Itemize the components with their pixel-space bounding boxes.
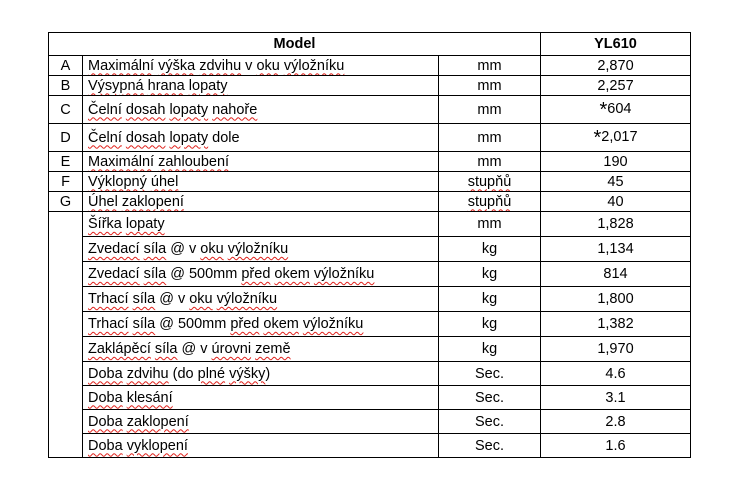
- row-letter: A: [49, 56, 83, 76]
- parameter-cell: [83, 56, 439, 76]
- parameter-cell: [83, 76, 439, 96]
- value-cell: [541, 362, 691, 386]
- table-row: [49, 337, 691, 362]
- parameter-text: Čelní: [88, 101, 122, 118]
- unit-text: mm: [477, 101, 502, 118]
- value-text: 2,017: [601, 129, 638, 145]
- parameter-text: lopaty: [188, 77, 228, 94]
- parameter-text: síla: [143, 266, 167, 282]
- unit-text: stupňů: [467, 193, 512, 210]
- spec-table-body: [49, 33, 691, 458]
- parameter-text: ): [265, 365, 271, 382]
- value-text: 2.8: [605, 413, 626, 430]
- parameter-text: výložníku: [227, 241, 289, 257]
- parameter-text: zahloubení: [158, 153, 230, 170]
- parameter-text: úrovni: [211, 341, 252, 357]
- parameter-text: @ v: [166, 241, 201, 257]
- parameter-text: Trhací: [88, 291, 129, 307]
- unit-text: mm: [477, 57, 502, 74]
- unit-text: Sec.: [474, 365, 504, 382]
- value-text: 814: [603, 266, 628, 282]
- parameter-cell: [83, 124, 439, 152]
- value-text: 1.6: [605, 437, 626, 454]
- parameter-text: síla: [143, 241, 167, 257]
- value-cell: [541, 410, 691, 434]
- parameter-text: zdvihu: [199, 57, 242, 74]
- unit-text: kg: [481, 316, 498, 332]
- unit-text: mm: [477, 153, 502, 170]
- parameter-text: Doba: [88, 365, 123, 382]
- value-text: 1,970: [597, 341, 634, 357]
- parameter-text: Úhel: [88, 193, 118, 210]
- table-row: [49, 434, 691, 458]
- unit-cell: [439, 172, 541, 192]
- parameter-text: @ 500mm: [166, 266, 242, 282]
- value-text: 45: [607, 173, 624, 190]
- parameter-text: plné: [197, 365, 226, 382]
- unit-cell: [439, 237, 541, 262]
- parameter-text: Trhací: [88, 316, 129, 332]
- unit-text: Sec.: [474, 413, 504, 430]
- row-letter: C: [49, 96, 83, 124]
- parameter-cell: [83, 172, 439, 192]
- unit-text: kg: [481, 241, 498, 257]
- parameter-text: oku: [200, 241, 224, 257]
- table-row: [49, 262, 691, 287]
- parameter-cell: [83, 434, 439, 458]
- value-cell: [541, 76, 691, 96]
- parameter-cell: [83, 262, 439, 287]
- parameter-text: zaklopení: [126, 413, 189, 430]
- value-cell: [541, 237, 691, 262]
- parameter-text: země: [255, 341, 291, 357]
- value-cell: [541, 434, 691, 458]
- parameter-text: síla: [132, 316, 156, 332]
- value-cell: [541, 386, 691, 410]
- parameter-text: Maximální: [88, 153, 155, 170]
- parameter-text: Maximální: [88, 57, 155, 74]
- table-row: [49, 152, 691, 172]
- parameter-cell: [83, 386, 439, 410]
- value-cell: [541, 96, 691, 124]
- parameter-text: Šířka: [88, 216, 122, 232]
- parameter-text: výšky: [229, 365, 266, 382]
- header-row: [49, 33, 691, 56]
- parameter-text: před: [241, 266, 271, 282]
- parameter-text: @ v: [177, 341, 212, 357]
- parameter-text: Zvedací: [88, 266, 140, 282]
- row-letter: G: [49, 192, 83, 212]
- parameter-cell: [83, 287, 439, 312]
- value-cell: [541, 287, 691, 312]
- parameter-text: výložníku: [302, 316, 364, 332]
- unit-cell: [439, 192, 541, 212]
- table-row: [49, 386, 691, 410]
- value-cell: [541, 312, 691, 337]
- parameter-text: oku: [189, 291, 213, 307]
- value-text: 1,134: [597, 241, 634, 257]
- parameter-cell: [83, 212, 439, 237]
- table-row: [49, 237, 691, 262]
- unit-cell: [439, 152, 541, 172]
- row-letter: D: [49, 124, 83, 152]
- table-row: [49, 124, 691, 152]
- parameter-text: Zaklápěcí: [88, 341, 151, 357]
- unit-cell: [439, 124, 541, 152]
- value-cell: [541, 124, 691, 152]
- table-row: [49, 362, 691, 386]
- table-row: [49, 192, 691, 212]
- parameter-text: Doba: [88, 389, 123, 406]
- value-text: 1,828: [597, 216, 634, 232]
- parameter-text: Zvedací: [88, 241, 140, 257]
- parameter-cell: [83, 192, 439, 212]
- parameter-text: dole: [208, 129, 240, 146]
- unit-text: mm: [477, 77, 502, 94]
- model-label: Model: [49, 33, 541, 56]
- unit-cell: [439, 337, 541, 362]
- parameter-cell: [83, 410, 439, 434]
- parameter-text: klesání: [126, 389, 173, 406]
- parameter-text: výložníku: [313, 266, 375, 282]
- unit-text: Sec.: [474, 437, 504, 454]
- parameter-text: výška: [158, 57, 196, 74]
- unit-cell: [439, 312, 541, 337]
- parameter-text: lopaty: [125, 216, 165, 232]
- row-letter: F: [49, 172, 83, 192]
- model-value: YL610: [541, 33, 691, 56]
- value-text: 1,382: [597, 316, 634, 332]
- parameter-text: dosah: [125, 129, 166, 146]
- unit-cell: [439, 96, 541, 124]
- parameter-text: výložníku: [283, 57, 345, 74]
- value-cell: [541, 262, 691, 287]
- parameter-text: lopaty: [169, 101, 209, 118]
- unit-cell: [439, 76, 541, 96]
- unit-cell: [439, 386, 541, 410]
- parameter-text: Výklopný: [88, 173, 147, 190]
- unit-text: kg: [481, 266, 498, 282]
- table-row: [49, 76, 691, 96]
- table-row: [49, 96, 691, 124]
- parameter-text: zdvihu: [126, 365, 169, 382]
- parameter-text: okem: [274, 266, 310, 282]
- table-row: [49, 312, 691, 337]
- row-letter: B: [49, 76, 83, 96]
- value-text: 4.6: [605, 365, 626, 382]
- value-cell: [541, 337, 691, 362]
- unit-text: kg: [481, 291, 498, 307]
- unit-cell: [439, 287, 541, 312]
- parameter-text: okem: [263, 316, 299, 332]
- unit-text: stupňů: [467, 173, 512, 190]
- parameter-text: v: [241, 57, 257, 74]
- parameter-text: nahoře: [212, 101, 258, 118]
- row-letter: E: [49, 152, 83, 172]
- table-row: [49, 287, 691, 312]
- parameter-text: vyklopení: [126, 437, 188, 454]
- parameter-text: oku: [256, 57, 280, 74]
- value-text: 190: [603, 153, 628, 170]
- parameter-text: hrana: [147, 77, 185, 94]
- asterisk-mark: *: [599, 99, 608, 121]
- parameter-text: (do: [168, 365, 198, 382]
- parameter-text: zaklopení: [121, 193, 184, 210]
- value-text: 604: [607, 101, 632, 117]
- spec-table: [48, 32, 691, 458]
- value-cell: [541, 172, 691, 192]
- value-text: 2,257: [597, 77, 634, 94]
- parameter-text: Doba: [88, 413, 123, 430]
- parameter-text: síla: [132, 291, 156, 307]
- unit-cell: [439, 262, 541, 287]
- parameter-text: před: [230, 316, 260, 332]
- parameter-text: @ v: [155, 291, 190, 307]
- parameter-cell: [83, 152, 439, 172]
- unit-text: Sec.: [474, 389, 504, 406]
- asterisk-mark: *: [593, 127, 602, 149]
- parameter-cell: [83, 337, 439, 362]
- parameter-cell: [83, 96, 439, 124]
- parameter-text: Doba: [88, 437, 123, 454]
- table-row: [49, 172, 691, 192]
- parameter-text: síla: [154, 341, 178, 357]
- table-row: [49, 212, 691, 237]
- parameter-text: úhel: [150, 173, 179, 190]
- unit-text: mm: [477, 129, 502, 146]
- parameter-text: @ 500mm: [155, 316, 231, 332]
- parameter-text: výložníku: [216, 291, 278, 307]
- value-cell: [541, 152, 691, 172]
- unit-cell: [439, 212, 541, 237]
- parameter-text: Výsypná: [88, 77, 144, 94]
- value-text: 3.1: [605, 389, 626, 406]
- parameter-text: dosah: [125, 101, 166, 118]
- parameter-cell: [83, 362, 439, 386]
- table-row: [49, 410, 691, 434]
- unit-cell: [439, 362, 541, 386]
- parameter-cell: [83, 312, 439, 337]
- table-row: [49, 56, 691, 76]
- value-cell: [541, 212, 691, 237]
- value-text: 40: [607, 193, 624, 210]
- unit-cell: [439, 434, 541, 458]
- parameter-text: lopaty: [169, 129, 209, 146]
- unit-text: kg: [481, 341, 498, 357]
- unit-cell: [439, 410, 541, 434]
- unit-cell: [439, 56, 541, 76]
- value-cell: [541, 56, 691, 76]
- value-cell: [541, 192, 691, 212]
- unit-text: mm: [477, 216, 502, 232]
- parameter-text: Čelní: [88, 129, 122, 146]
- row-letter-merged: [49, 212, 83, 458]
- parameter-cell: [83, 237, 439, 262]
- value-text: 1,800: [597, 291, 634, 307]
- value-text: 2,870: [597, 57, 634, 74]
